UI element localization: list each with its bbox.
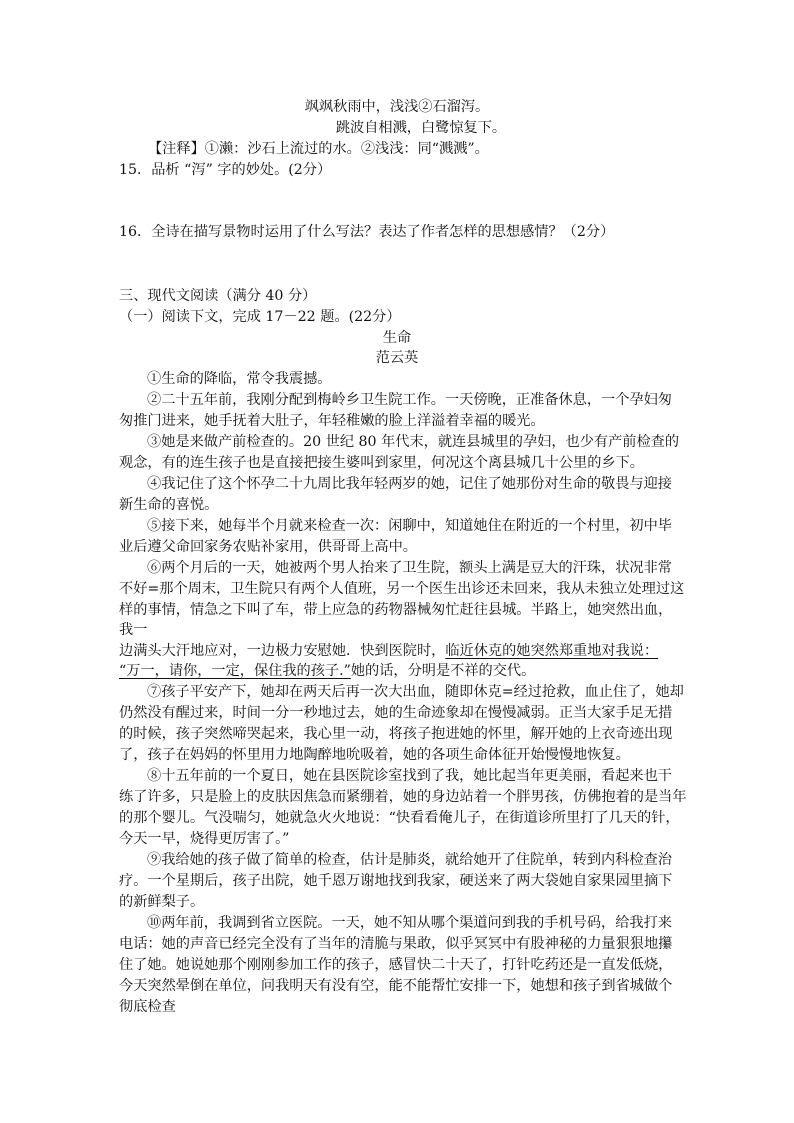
article-line: ⑥两个月后的一天，她被两个男人抬来了卫生院，额头上满是豆大的汗珠，状况非常 — [147, 560, 672, 576]
article-line-underlined-a — [119, 641, 658, 661]
article-author: 范云英 — [375, 350, 419, 366]
article-line: 今天突然晕倒在单位，问我明天有没有空，能不能帮忙安排一下，她想和孩子到省城做个 — [119, 978, 673, 994]
article-line: 彻底检查 — [119, 999, 176, 1015]
question-16: 16．全诗在描写景物时运用了什么写法？表达了作者怎样的思想感情？（2分） — [119, 224, 615, 240]
article-line: 了，孩子在妈妈的怀里用力地陶醉地吮吸着，她的各项生命体征开始慢慢地恢复。 — [119, 747, 630, 763]
line-b-suffix: 她的话，分明是不祥的交代。 — [350, 663, 536, 679]
article-line: ⑤接下来，她每半个月就来检查一次：闲聊中，知道她住在附近的一个村里，初中毕 — [147, 518, 672, 534]
poem-line-3: 飒飒秋雨中，浅浅②石溜泻。 — [304, 99, 490, 115]
article-line: ⑩两年前，我调到省立医院。一天，她不知从哪个渠道问到我的手机号码，给我打来 — [147, 915, 672, 931]
article-line: 样的事情，情急之下叫了车，带上应急的药物器械匆忙赶往县城。半路上，她突然出血， — [119, 602, 673, 618]
article-line: ⑦孩子平安产下，她却在两天后再一次大出血，随即休克=经过抢救，血止住了，她却 — [147, 684, 684, 700]
article-line: 的那个婴儿。气没喘匀，她就急火火地说：“快看看俺儿子，在街道诊所里打了几天的针， — [119, 810, 680, 826]
poem-line-4: 跳波自相溅，白鹭惊复下。 — [335, 120, 507, 136]
article-line: 电话：她的声音已经完全没有了当年的清脆与果敢，似乎冥冥中有股神秘的力量狠狠地攥 — [119, 936, 673, 952]
article-line: 疗。一个星期后，孩子出院，她千恩万谢地找到我家，硬送来了两大袋她自家果园里摘下 — [119, 873, 673, 889]
line-b-underlined: “万一，请你，一定，保住我的孩子.” — [119, 663, 351, 679]
article-line: 匆推门进来，她手抚着大肚子，年轻稚嫩的脸上洋溢着幸福的暖光。 — [119, 413, 545, 429]
question-15: 15．品析 “泻” 字的妙处。(2分） — [119, 162, 332, 178]
article-title: 生命 — [382, 330, 412, 346]
article-line: 我一 — [119, 622, 148, 638]
article-line: ③她是来做产前检查的。20 世纪 80 年代末，就连县城里的孕妇，也少有产前检查的 — [147, 434, 680, 450]
line-a-prefix: 边满头大汗地应对，一边极力安慰她．快到医院时， — [119, 643, 446, 659]
line-a-underlined: 临近休克的她突然郑重地对我说： — [445, 643, 659, 659]
article-line: 不好=那个周末，卫生院只有两个人值班，另一个医生出诊还未回来，我从未独立处理过这 — [119, 581, 685, 597]
article-line: 观念，有的连生孩子也是直接把接生婆叫到家里，何况这个离县城几十公里的乡下。 — [119, 455, 644, 471]
section-subheading: （一）阅读下文，完成 17－22 题。(22分） — [119, 309, 401, 325]
article-line: ⑧十五年前的一个夏日，她在县医院诊室找到了我，她比起当年更美丽，看起来也干 — [147, 768, 672, 784]
article-line: 业后遵父命回家务农贴补家用，供哥哥上高中。 — [119, 539, 417, 555]
article-line: 今天一早，烧得更厉害了。” — [119, 831, 290, 847]
article-line: ④我记住了这个怀孕二十九周比我年轻两岁的她，记住了她那份对生命的敬畏与迎接 — [147, 476, 672, 492]
article-line: 的新鲜梨子。 — [119, 894, 205, 910]
article-line-underlined-b — [119, 661, 535, 681]
poem-note: 【注释】①濑：沙石上流过的水。②浅浅：同“溅溅”。 — [148, 141, 489, 157]
article-line: ②二十五年前，我刚分配到梅岭乡卫生院工作。一天傍晚，正准备休息，一个孕妇匆 — [147, 392, 672, 408]
article-line: 仍然没有醒过来，时间一分一秒地过去，她的生命迹象却在慢慢减弱。正当大家手足无措 — [119, 705, 673, 721]
article-line: 的时候，孩子突然啼哭起来，我心里一动，将孩子抱进她的怀里，解开她的上衣奇迹出现 — [119, 726, 673, 742]
article-line: ⑨我给她的孩子做了简单的检查，估计是肺炎，就给她开了住院单，转到内科检查治 — [147, 852, 672, 868]
article-line: 练了许多，只是脸上的皮肤因焦急而紧绷着，她的身边站着一个胖男孩，仿佛抱着的是当年 — [119, 789, 687, 805]
article-line: 住了她。她说她那个刚刚参加工作的孩子，感冒快二十天了，打针吃药还是一直发低烧， — [119, 957, 673, 973]
section-heading: 三、现代文阅读（满分 40 分） — [119, 288, 317, 304]
article-line: ①生命的降临，常令我震撼。 — [147, 371, 332, 387]
article-line: 新生命的喜悦。 — [119, 497, 219, 513]
